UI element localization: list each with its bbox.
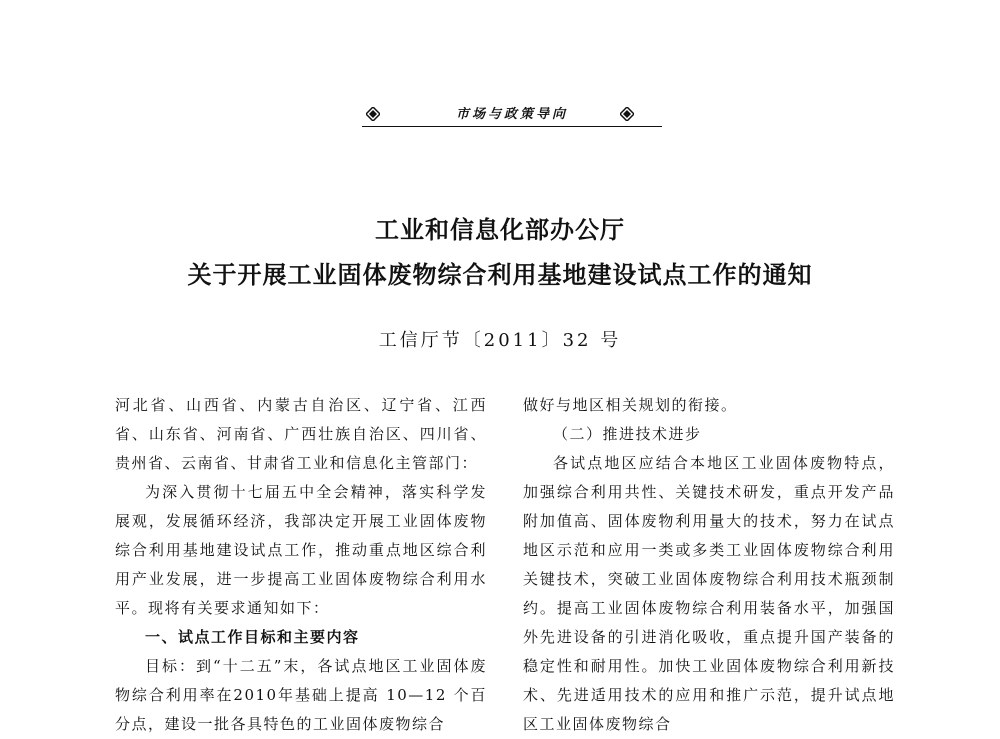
intro-paragraph: 为深入贯彻十七届五中全会精神，落实科学发展观，发展循环经济，我部决定开展工业固体废物综合利用基地建设试点工作，推动重点地区综合利用产业发展，进一步提高工业固体废物综合利用水平。现将有关要求通知如下： [115,483,487,617]
document-title-line-1: 工业和信息化部办公厅 [375,215,625,244]
continuation-paragraph: 做好与地区相关规划的衔接。 [523,396,738,414]
addressee-paragraph: 河北省、山西省、内蒙古自治区、辽宁省、江西省、山东省、河南省、广西壮族自治区、四川省、贵州省、云南省、甘肃省工业和信息化主管部门： [115,396,487,472]
document-title-line-2: 关于开展工业固体废物综合利用基地建设试点工作的通知 [187,260,813,289]
diamond-icon [366,107,380,121]
document-number: 工信厅节〔2011〕32 号 [378,330,622,351]
section-label: 市场与政策导向 [455,107,568,122]
subsection-heading: （二）推进技术进步 [553,425,702,443]
diamond-icon [620,107,634,121]
header-rule [362,126,662,127]
right-column [523,391,895,739]
body-paragraph: 各试点地区应结合本地区工业固体废物特点，加强综合利用共性、关键技术研发，重点开发产品附加值高、固体废物利用量大的技术，努力在试点地区示范和应用一类或多类工业固体废物综合利用关键技术，突破工业固体废物综合利用技术瓶颈制约。提高工业固体废物综合利用装备水平，加强国外先进设备的引进消化吸收，重点提升国产装备的稳定性和耐用性。加快工业固体废物综合利用新技术、先进适用技术的应用和推广示范，提升试点地区工业固体废物综合 [523,454,895,733]
goal-paragraph: 目标：到“十二五”末，各试点地区工业固体废物综合利用率在2010年基础上提高 10—12 个百分点，建设一批各具特色的工业固体废物综合 [115,657,487,733]
section-header [362,101,662,127]
section-heading: 一、试点工作目标和主要内容 [145,628,360,646]
left-column [115,391,487,739]
